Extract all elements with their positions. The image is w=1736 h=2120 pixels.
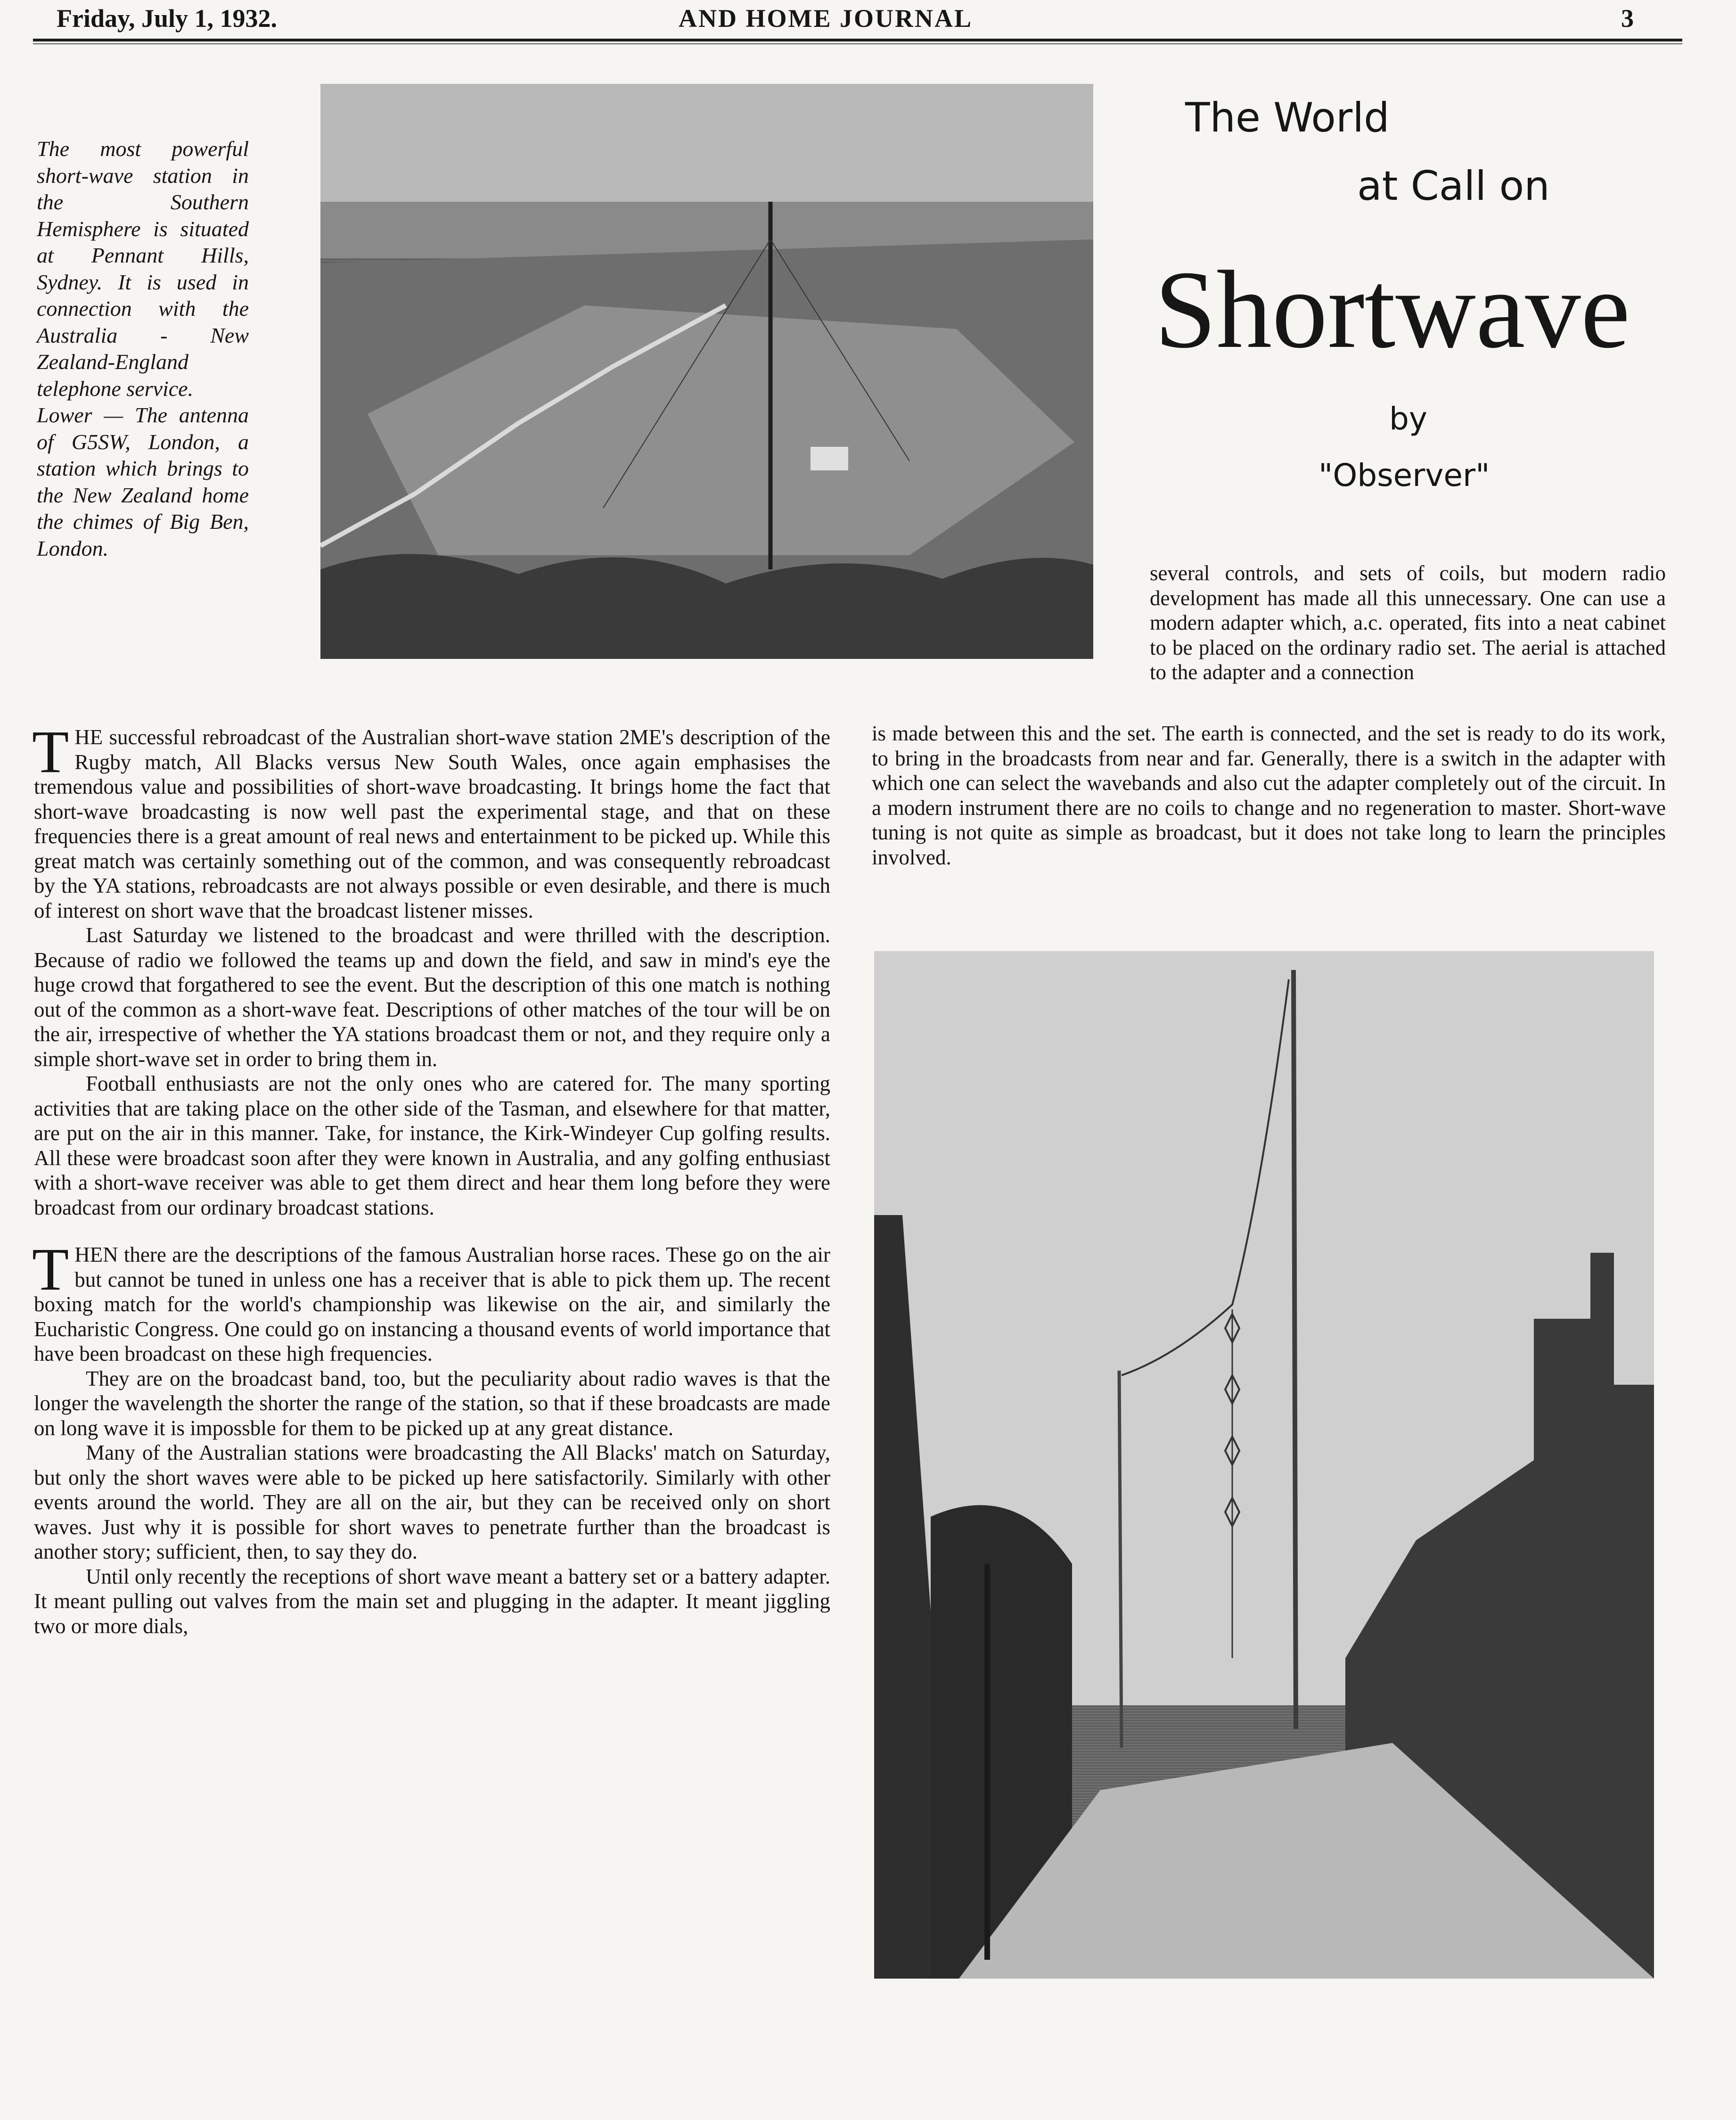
drop-cap: T <box>32 1236 69 1303</box>
publication-name: AND HOME JOURNAL <box>679 4 973 33</box>
paragraph: Many of the Australian stations were broadcasting the All Blacks' match on Saturday, but only the short waves were able to be picked up here satisfactorily. Similarly with other events around the world. They are all on the air, but they can be received only on short waves. Just why it is possible for short waves to penetrate further than the broadcast is another story; sufficient, then, to say they do. <box>34 1441 830 1563</box>
title-line-1: The World <box>1185 94 1390 141</box>
byline-by: by <box>1389 401 1427 437</box>
byline-author: "Observer" <box>1318 457 1490 493</box>
paragraph: They are on the broadcast band, too, but the peculiarity about radio waves is that the longer the wavelength the shorter the range of the station, so that if these broadcasts are made on long wave it is impossble for them to be picked up at any great distance. <box>34 1366 830 1440</box>
title-line-2: at Call on <box>1357 163 1550 210</box>
paragraph: Football enthusiasts are not the only ones who are catered for. The many sporting activities that are taking place on the other side of the Tasman, and elsewhere for that matter, are put on the air in this manner. Take, for instance, the Kirk-Windeyer Cup golfing results. All these were broadcast soon after they were known in Australia, and any golfing enthusiast with a short-wave receiver was able to get them direct and hear them long before they were broadcast from our ordinary broadcast stations. <box>34 1072 830 1219</box>
pennant-hills-scene <box>320 84 1093 659</box>
paragraph: is made between this and the set. The earth is connected, and the set is ready to do its work, to bring in the broadcasts from near and far. Generally, there is a switch in the adapter with which one can select the wavebands and also cut the adapter completely out of the circuit. In a modern instrument there are no coils to change and no regeneration to master. Short-wave tuning is not quite as simple as broadcast, but it does not take long to learn the principles involved. <box>872 722 1666 869</box>
drop-cap: T <box>32 718 69 785</box>
paragraph-text: HEN there are the descriptions of the famous Australian horse races. These go on the air but cannot be tuned in unless one has a receiver that is able to pick them up. The recent boxing match for the world's championship was likewise on the air, and similarly the Eucharistic Congress. One could go on instancing a thousand events of world importance that have been broadcast on these high frequencies. <box>34 1243 830 1365</box>
photo-caption: The most powerful short-wave station in the Southern Hemisphere is situated at Pennant Hills, Sydney. It is used in connection with the Australia - New Zealand-England telephone service. Lower — The antenna of G5SW, London, a station which brings to the New Zealand home the chimes of Big Ben, London. <box>37 137 249 560</box>
page-number: 3 <box>1621 4 1634 33</box>
paragraph <box>32 1236 830 1366</box>
g5sw-antenna-scene <box>874 951 1654 1979</box>
title-shortwave: Shortwave <box>1155 248 1630 371</box>
paragraph: Until only recently the receptions of short wave meant a battery set or a battery adapter. It meant pulling out valves from the main set and plugging in the adapter. It meant jiggling two or more dials, <box>34 1564 830 1638</box>
article-column-right <box>872 721 1666 870</box>
header-rule <box>33 39 1682 41</box>
article-column-left <box>32 718 830 1638</box>
paragraph: several controls, and sets of coils, but modern radio development has made all this unnecessary. One can use a modern adapter which, a.c. operated, fits into a neat cabinet to be placed on the ordinary radio set. The aerial is attached to the adapter and a connection <box>1150 561 1666 684</box>
header-rule-thin <box>33 43 1682 44</box>
header-date: Friday, July 1, 1932. <box>57 4 278 33</box>
paragraph-text: HE successful rebroadcast of the Australian short-wave station 2ME's description of the Rugby match, All Blacks versus New South Wales, once again emphasises the tremendous value and possibilities of short-wave broadcasting. It brings home the fact that short-wave broadcasting is now well past the experimental stage, and that on these frequencies there is a great amount of real news and entertainment to be picked up. While this great match was certainly something out of the common, and was consequently rebroadcast by the YA stations, rebroadcasts are not always possible or even desirable, and there is much of interest on short wave that the broadcast listener misses. <box>34 725 830 922</box>
pennant-hills-station-photo <box>320 84 1093 659</box>
g5sw-antenna-photo <box>874 951 1654 1979</box>
article-column-right-top <box>1150 561 1666 685</box>
paragraph: Last Saturday we listened to the broadcast and were thrilled with the description. Because of radio we followed the teams up and down the field, and saw in mind's eye the huge crowd that forgathered to see the event. But the description of this one match is nothing out of the common as a short-wave feat. Descriptions of other matches of the tour will be on the air, irrespective of whether the YA stations broadcast them or not, and they require only a simple short-wave set in order to bring them in. <box>34 923 830 1071</box>
paragraph <box>32 718 830 923</box>
